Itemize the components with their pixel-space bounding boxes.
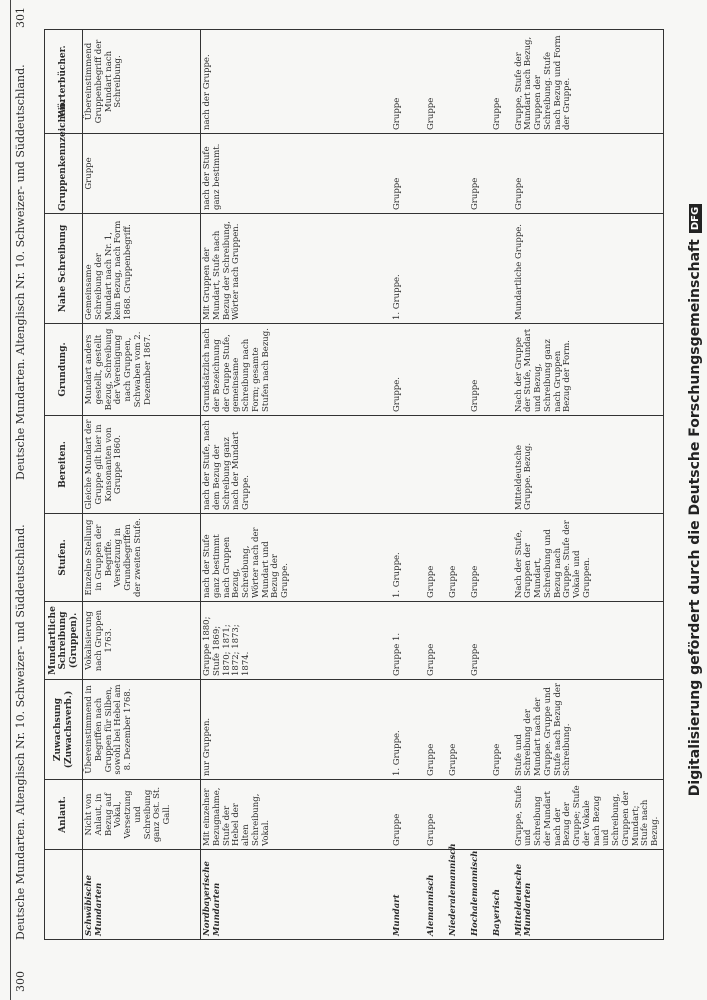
column-header: Zuwachsung (Zuwachsverb.) bbox=[45, 680, 83, 780]
digitization-credit bbox=[683, 0, 707, 1000]
table-cell bbox=[491, 514, 513, 602]
dialect-table bbox=[44, 29, 664, 940]
running-header-left: Deutsche Mundarten. Altenglisch Nr. 10. Schweizer- und Süddeutschland. bbox=[14, 524, 27, 940]
table-cell: Gruppe bbox=[469, 134, 491, 214]
table-cell bbox=[391, 416, 425, 514]
table-cell: Mundartliche Gruppe. bbox=[513, 214, 664, 324]
page-number-left: 300 bbox=[14, 971, 27, 992]
table-cell bbox=[425, 416, 447, 514]
credit-text: Digitalisierung gefördert durch die Deutsche Forschungsgemeinschaft bbox=[687, 239, 703, 797]
table-cell: Gruppe bbox=[425, 30, 447, 134]
table-cell: Gruppe bbox=[425, 780, 447, 850]
running-header-right: Deutsche Mundarten. Altenglisch Nr. 10. Schweizer- und Süddeutschland. bbox=[14, 64, 27, 480]
table-cell: Stufe und Schreibung der Mundart nach der Gruppe. Gruppe und Stufe nach Bezug der Schreibung. bbox=[513, 680, 664, 780]
table-cell: Gruppe bbox=[491, 30, 513, 134]
table-cell: Gruppe bbox=[83, 134, 201, 214]
row-label: Mitteldeutsche Mundarten bbox=[513, 850, 664, 940]
row-label: Niederalemannisch bbox=[447, 850, 469, 940]
table-cell: nach der Stufe, nach dem Bezug der Schreibung ganz nach der Mundart Gruppe. bbox=[201, 416, 391, 514]
table-cell bbox=[469, 680, 491, 780]
row-label: Nordbayerische Mundarten bbox=[201, 850, 391, 940]
table-cell bbox=[469, 780, 491, 850]
column-header: Nahe Schreibung bbox=[45, 214, 83, 324]
table-cell: Gemeinsame Schreibung der Mundart nach Nr. 1, kein Bezug, nach Form 1868. Gruppenbegriff. bbox=[83, 214, 201, 324]
table-cell bbox=[447, 134, 469, 214]
table-cell: Übereinstimmend in Begriffen nach Gruppen für Silben, sowohl bei Hebel am 8. Dezember 1768. bbox=[83, 680, 201, 780]
table-cell: 1. Gruppe. bbox=[391, 680, 425, 780]
table-cell: Gruppe bbox=[447, 680, 469, 780]
row-label: Alemannisch bbox=[425, 850, 447, 940]
table-row bbox=[391, 30, 425, 940]
table-cell bbox=[491, 416, 513, 514]
table-cell bbox=[425, 324, 447, 416]
table-cell bbox=[469, 30, 491, 134]
table-row bbox=[447, 30, 469, 940]
table-cell bbox=[447, 416, 469, 514]
table-cell: Gruppe bbox=[469, 514, 491, 602]
table-cell: Vokalisierung nach Gruppen 1763. bbox=[83, 602, 201, 680]
table-row bbox=[469, 30, 491, 940]
table-cell: nur Gruppen. bbox=[201, 680, 391, 780]
table-header-row bbox=[45, 30, 83, 940]
table-row bbox=[491, 30, 513, 940]
table-cell bbox=[447, 324, 469, 416]
table-cell: Mit Gruppen der Mundart, Stufe nach Bezug der Schreibung, Wörter nach Gruppen. bbox=[201, 214, 391, 324]
table-cell bbox=[491, 780, 513, 850]
table-cell: Gruppe, Stufe und Schreibung der Mundart nach der Bezug der Gruppe; Stufe der Vokale nach Bezug und Schreibung, Gruppen der Mundart; Stufe nach Bezug. bbox=[513, 780, 664, 850]
table-cell bbox=[447, 214, 469, 324]
dfg-logo: DFG bbox=[689, 204, 702, 233]
header-rule bbox=[10, 0, 11, 1000]
table-cell: nach der Gruppe. bbox=[201, 30, 391, 134]
table-cell: nach der Stufe ganz bestimmt. bbox=[201, 134, 391, 214]
table-row bbox=[201, 30, 391, 940]
table-cell: Gruppe 1880; Stufe 1869; 1870; 1871; 1872; 1873; 1874. bbox=[201, 602, 391, 680]
table-cell bbox=[469, 416, 491, 514]
table-cell bbox=[425, 214, 447, 324]
row-label: Mundart bbox=[391, 850, 425, 940]
table-cell: Gruppe bbox=[391, 134, 425, 214]
table-row bbox=[513, 30, 664, 940]
table-cell: Gruppe bbox=[491, 680, 513, 780]
column-header: Anlaut. bbox=[45, 780, 83, 850]
table-cell: Gruppe bbox=[425, 514, 447, 602]
table-cell bbox=[491, 324, 513, 416]
page-number-right: 301 bbox=[14, 7, 27, 28]
table-cell: Mitteldeutsche Gruppe. Bezug. bbox=[513, 416, 664, 514]
table-cell: nach der Stufe ganz bestimmt nach Gruppen Bezug, Schreibung, Wörter nach der Mundart und Bezug der Gruppe. bbox=[201, 514, 391, 602]
table-cell: Gruppe 1. bbox=[391, 602, 425, 680]
column-header: Grundung. bbox=[45, 324, 83, 416]
table-cell bbox=[491, 214, 513, 324]
table-cell: Gleiche Mundart der Gruppe gilt hier in Konsonanten von Gruppe 1860. bbox=[83, 416, 201, 514]
table-cell: Grundsätzlich nach der Bezeichnung der Gruppe Stufe, gemeinsame Schreibung nach Form; gesamte Stufen nach Bezug. bbox=[201, 324, 391, 416]
table-cell: 1. Gruppe. bbox=[391, 514, 425, 602]
table-cell: Gruppe bbox=[391, 30, 425, 134]
column-header bbox=[45, 850, 83, 940]
table-cell: Gruppe bbox=[447, 514, 469, 602]
table-cell: Gruppe bbox=[425, 680, 447, 780]
row-label: Schwäbische Mundarten bbox=[83, 850, 201, 940]
table-cell: Gruppe bbox=[469, 602, 491, 680]
table-cell: Nicht von Anlaut, in Bezug auf Vokal, Versetzung und Schreibung ganz Ost. St. Gall. bbox=[83, 780, 201, 850]
table-cell bbox=[447, 602, 469, 680]
table-row bbox=[425, 30, 447, 940]
table-cell bbox=[491, 134, 513, 214]
column-header: Mundartliche Schreibung (Gruppen). bbox=[45, 602, 83, 680]
table-cell: Gruppe bbox=[425, 602, 447, 680]
table-row bbox=[83, 30, 201, 940]
table-cell: Einzelne Stellung in Gruppen der Begriffe. Versetzung in Grundbegriffen der zweiten Stufe. bbox=[83, 514, 201, 602]
table-cell: Gruppe. bbox=[391, 324, 425, 416]
table-cell: Gruppe bbox=[513, 134, 664, 214]
table-cell: Mundart anders gestellt, gestellt Bezug, Schreibung der Vereinigung nach Gruppen, Schwaben vom 2. Dezember 1867. bbox=[83, 324, 201, 416]
table-cell: Mit einzelner Bezugnahme, Stufe der Hebel der alten Schreibung, Vokal. bbox=[201, 780, 391, 850]
table-cell: Nach der Stufe, Gruppen der Mundart, Schreibung und Bezug nach Gruppe. Stufe der Vokale und Gruppen. bbox=[513, 514, 664, 602]
column-header: Wörterbücher. bbox=[45, 30, 83, 134]
column-header: Gruppenkennzeichen. bbox=[45, 134, 83, 214]
table-cell: Gruppe, Stufe der Mundart nach Bezug, Gruppen der Schreibung. Stufe nach Bezug und Form der Gruppe. bbox=[513, 30, 664, 134]
table-cell: Übereinstimmend Gruppenbegriff der Mundart nach Schreibung. bbox=[83, 30, 201, 134]
table-cell: Nach der Gruppe der Stufe, Mundart und Bezug, Schreibung ganz nach Gruppen Bezug der Form. bbox=[513, 324, 664, 416]
table-cell bbox=[513, 602, 664, 680]
row-label: Bayerisch bbox=[491, 850, 513, 940]
column-header: Stufen. bbox=[45, 514, 83, 602]
table-cell: Gruppe bbox=[469, 324, 491, 416]
table-cell bbox=[447, 30, 469, 134]
table-cell bbox=[469, 214, 491, 324]
table-cell: Gruppe bbox=[391, 780, 425, 850]
table-cell: 1. Gruppe. bbox=[391, 214, 425, 324]
table-cell bbox=[447, 780, 469, 850]
table-cell bbox=[491, 602, 513, 680]
table-cell bbox=[425, 134, 447, 214]
column-header: Bereiten. bbox=[45, 416, 83, 514]
row-label: Hochalemannisch bbox=[469, 850, 491, 940]
